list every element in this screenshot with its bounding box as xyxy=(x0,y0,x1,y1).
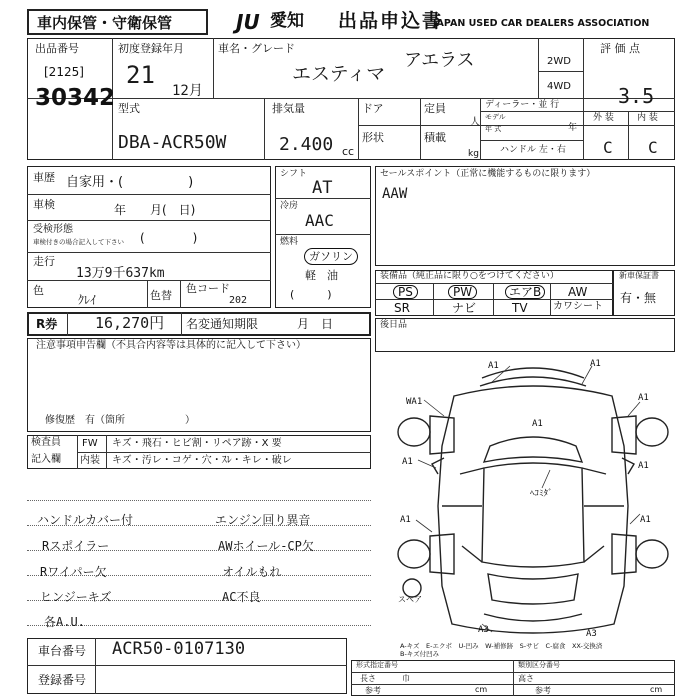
reg-month: 12月 xyxy=(172,83,203,99)
ref-label-1: 参考 xyxy=(365,686,381,695)
lot-number-label: 出品番号 xyxy=(35,42,79,55)
inspector-fw: FW xyxy=(82,438,98,449)
chassis-label: 車台番号 xyxy=(38,644,87,658)
dealer-label: ディーラー・並 行 xyxy=(485,100,560,110)
notice-value: 月 日 xyxy=(297,317,334,331)
warranty-value: 有・無 xyxy=(620,291,657,305)
mark-right-front: A1 xyxy=(638,393,649,403)
width-label: 巾 xyxy=(402,674,410,683)
equip-tv: TV xyxy=(512,301,528,315)
shape-label: 形状 xyxy=(362,131,384,144)
displacement-label: 排気量 xyxy=(272,102,305,115)
cm-1: cm xyxy=(475,685,488,694)
after-items-block xyxy=(375,318,675,352)
rating-score: 3.5 xyxy=(618,84,655,108)
storage-title-box xyxy=(27,9,208,35)
drive-2wd: 2WD xyxy=(547,56,571,67)
note-line-2: Rスポイラー xyxy=(42,539,110,553)
handle-label: ハンドル 左・右 xyxy=(500,145,566,155)
exterior-grade: C xyxy=(603,138,613,157)
org-name: 愛知 xyxy=(270,11,304,31)
equip-seat: カワシート xyxy=(553,301,603,312)
car-name-label: 車名・グレード xyxy=(218,42,295,55)
color-value: ｸﾚｲ xyxy=(78,293,97,307)
mark-left-rear: A1 xyxy=(400,515,411,525)
cert-label: 形式指定番号 xyxy=(356,661,398,669)
note-right-1: エンジン回り異音 xyxy=(215,513,311,527)
displacement: 2.400 xyxy=(279,134,334,155)
fuel-diesel: 軽 油 xyxy=(305,269,338,282)
selling-point-value: AAW xyxy=(382,186,408,202)
inspector-label1: 検査員 xyxy=(31,437,61,448)
note-line-4: ヒンジーキズ xyxy=(40,590,112,604)
year-unit: 年 xyxy=(568,123,578,133)
person-unit: 人 xyxy=(470,117,480,128)
form-label: 受検形態 xyxy=(33,224,73,235)
ref-label-2: 参考 xyxy=(535,686,551,695)
storage-title: 車内保管・守衛保管 xyxy=(37,14,173,32)
mileage: 13万9千637km xyxy=(76,266,165,281)
usage-value: 自家用・( ) xyxy=(66,175,194,190)
equip-pw: PW xyxy=(448,285,477,299)
first-reg-label: 初度登録年月 xyxy=(118,42,184,55)
registration-label: 登録番号 xyxy=(38,673,87,687)
fuel-gas: ガソリン xyxy=(304,248,358,265)
car-damage-diagram xyxy=(392,356,675,652)
equip-ps: PS xyxy=(393,285,418,299)
lot-small-number: [2125] xyxy=(44,65,84,79)
car-name: エスティマ xyxy=(292,63,386,85)
form-value: ( ) xyxy=(140,231,198,245)
cc-unit: cc xyxy=(342,145,355,158)
recycle-label: R券 xyxy=(36,317,58,331)
ju-logo: JU xyxy=(236,10,260,34)
ac-label: 冷房 xyxy=(280,201,299,211)
fuel-other: ( ) xyxy=(290,288,332,301)
after-items-label: 後日品 xyxy=(380,320,408,330)
load-label: 積載 xyxy=(424,131,446,144)
color-change-label: 色替 xyxy=(150,289,172,302)
class-label: 類別区分番号 xyxy=(518,661,560,669)
color-label: 色 xyxy=(33,284,44,297)
interior-label: 内 装 xyxy=(637,113,658,123)
shift-label: シフト xyxy=(280,169,308,179)
note-right-4: AC不良 xyxy=(222,590,261,604)
model-code: DBA-ACR50W xyxy=(118,132,227,153)
spare-tire-label: スペア xyxy=(398,595,422,604)
capacity-label: 定員 xyxy=(424,102,446,115)
equip-airbag: エアB xyxy=(505,285,545,299)
damage-legend-2: B-キズ付凹み xyxy=(400,650,440,658)
inspection-value: 年 月( 日) xyxy=(114,203,196,217)
color-code-label: 色コード xyxy=(186,282,230,295)
inspector-row2: キズ・汚レ・コゲ・穴・ｽﾚ・キレ・破レ xyxy=(112,455,292,466)
warranty-label: 新車保証書 xyxy=(619,271,659,280)
exterior-label: 外 装 xyxy=(593,113,614,123)
note-line-3: Rワイパー欠 xyxy=(40,565,107,579)
grade: アエラス xyxy=(404,50,475,71)
mileage-label: 走行 xyxy=(33,255,55,268)
equipment-label: 装備品（純正品に限り○をつけてください） xyxy=(380,271,559,281)
door-label: ドア xyxy=(362,102,384,115)
rating-label: 評 価 点 xyxy=(600,42,640,55)
sheet-title: 出品申込書 xyxy=(338,10,444,32)
note-right-2: AWホイール-CP欠 xyxy=(218,539,314,553)
reg-year: 21 xyxy=(126,61,155,89)
ac-value: AAC xyxy=(305,211,334,230)
inspector-label2: 記入欄 xyxy=(31,454,61,465)
note-line-1: ハンドルカバー付 xyxy=(37,513,134,527)
color-code: 202 xyxy=(229,295,248,306)
mark-front: A1 xyxy=(488,361,499,371)
inspector-row1: キズ・飛石・ヒビ割・リペア跡・X 要 xyxy=(112,438,282,449)
mark-roof: ﾍｺﾐﾀﾞ xyxy=(530,489,553,499)
mark-rear-right: A3 xyxy=(586,629,597,639)
cm-2: cm xyxy=(650,685,663,694)
remarks-label: 注意事項申告欄（不具合内容等は具体的に記入して下さい） xyxy=(36,340,306,351)
model-year-label1: モデル xyxy=(485,113,506,121)
mark-right-rear: A1 xyxy=(640,515,651,525)
mark-right-door: A1 xyxy=(638,461,649,471)
mark-rear: A3 xyxy=(478,625,489,635)
damage-legend-1: A-キズ E-エクボ U-凹み W-補修跡 S-サビ C-腐食 XX-交換済 xyxy=(400,642,603,650)
usage-label: 車歴 xyxy=(33,171,55,184)
repair-label: 修復歴 有（箇所 ） xyxy=(45,415,195,426)
model-year-label2: 年 式 xyxy=(485,125,502,133)
selling-point-label: セールスポイント（正常に機能するものに限ります） xyxy=(380,169,596,179)
mark-left-front: WA1 xyxy=(406,397,423,407)
mark-hood: A1 xyxy=(532,419,543,429)
selling-point-block xyxy=(375,166,675,266)
model-label: 型式 xyxy=(118,102,140,115)
recycle-amount: 16,270円 xyxy=(95,314,165,332)
chassis-number: ACR50-0107130 xyxy=(112,639,246,659)
equip-aw: AW xyxy=(568,285,588,299)
shift-value: AT xyxy=(312,178,333,198)
note-line-5: 各A.U. xyxy=(44,615,85,629)
association-name: JAPAN USED CAR DEALERS ASSOCIATION xyxy=(433,18,650,29)
notice-label: 名変通知期限 xyxy=(186,317,259,331)
kg-unit: kg xyxy=(468,149,479,159)
equip-sr: SR xyxy=(394,301,410,315)
drive-4wd: 4WD xyxy=(547,81,571,92)
height-label: 高さ xyxy=(518,674,534,683)
fuel-label: 燃料 xyxy=(280,237,299,247)
interior-grade: C xyxy=(648,138,658,157)
form-note: 車検付きの場合記入して下さい xyxy=(33,238,124,246)
inspection-label: 車検 xyxy=(33,198,55,211)
lot-number: 30342 xyxy=(35,85,116,111)
note-right-3: オイルもれ xyxy=(222,565,282,579)
mark-left-door: A1 xyxy=(402,457,413,467)
mark-front-right: A1 xyxy=(590,359,601,369)
equip-navi: ナビ xyxy=(452,301,477,315)
inspector-interior: 内装 xyxy=(80,455,100,466)
length-label: 長さ xyxy=(360,674,376,683)
